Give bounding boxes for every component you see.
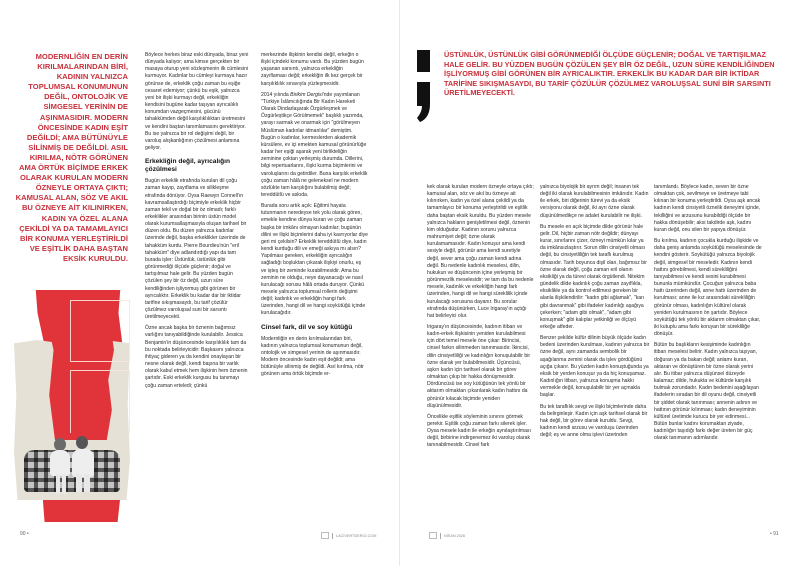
text: 'nde yayımlanan "Türkiye İslâmcılığında Bir Kadın Hareketi Olarak Dindarlaşarak Özgürleşmek ve Özgürleştikçe Görülmemek" başlıklı yazımda, yarayı sarmak ve onarmak için "görülmeyen Müslüman kadınlar idmanlılar" demiştim. Bugün o kadınlar, kermeslerden akademik kürsülere, ev içi emekten kamusal görünürlüğe kadar her eşiği aşarak yeni birlikteliğin zeminine çoktan yerleşmiş durumda. Dillerini, bilgi repertuarlarını, ilişki kurma biçimlerini ve varoluşlarını da getirdiler. Buna karşılık erkeklik çoğu zaman hâlâ ne geleneksel ne modern sözlükte tam karşılığını bulabilmiş değil; tereddütlü ve askıda. xyxy=(261,91,368,198)
man-head xyxy=(76,436,88,449)
couple-on-sofa-photo xyxy=(24,430,120,496)
paragraph: Bu mesele en açık biçimde dilde görünür hale gelir. Dil, hiçbir zaman nötr değildir; dünyayı kurar, sınırlarını çizer, özneyi mümkün kılar ya da imkânsızlaştırır. Sorun dilin cinsiyetli olması değil, bu cinsiyetliliğin tek taraflı kurulmuş olmasıdır. Tarih boyunca dişil olan, bağımsız bir özne olarak değil, çoğu zaman eril olanın eksikliği ya da türevi olarak örgütlendi. Nitekim gündelik dilde kadınlık çoğu zaman zayıflıkla, eksiklikle ya da kontrol edilmesi gereken bir alanla ilişkilendirilir: "kadın gibi ağlamak", "karı gibi davranmak" gibi ifadeler kadınlığı aşağıya çekerken; "adam gibi olmak", "adam gibi konuşmak" gibi kalıplar yetkinliği ve ölçüyü erkeğe atfeder. xyxy=(540,223,647,330)
paragraph: Özne ancak başka bir öznenin bağımsız varlığını tanıyabildiğinde kurulabilir. Jessica Benjamin'in düşüncesinde karşılıklılık tam da bu noktada belirleyicidir: Başkasını yalnızca ihtiyaç gideren ya da kendini onaylayan bir nesne olarak değil, kendi başına bir varlık olarak kabul etmek hem ilişkinin hem öznenin şartıdır. Eski erkeklik kurgusu bu tanımayı çoğu zaman erteledi; çünkü xyxy=(145,325,248,389)
paragraph xyxy=(261,92,368,199)
paragraph: Bu kırılma, kadının çocukla kurduğu ilişkide ve daha geniş anlamda soykütüğü meselesinde de kendini gösterir. Soykütüğü yalnızca biyolojik değil, simgesel bir meseledir. Kadının kendi hattını görebilmesi, kendi sürekliliğini tanıyabilmesi ve kendi sesini kurabilmesi bununla mümkündür. Çocuğun yalnızca baba hattı üzerinden değil, anne hattı üzerinden de kurulması; anne ile kız arasındaki sürekliliğin görünür olması, kadınlığın kültürel olarak yeniden kurulmasının ön şartıdır. Böylece soykütüğü tek yönlü bir aktarım olmaktan çıkar, iki kutuplu ama farkı koruyan bir sürekliliğe dönüşür. xyxy=(654,238,762,338)
paragraph: Bütün bu başlıkların kesişiminde kadınlığın itibarı meselesi belirir. Kadın yalnızca taşıyan, doğuran ya da bakan değil; anlamı kuran, aktaran ve dönüştüren bir özne olarak yerini alır. Bu itibar yalnızca düşünsel düzeyde kalamaz; dilde, hukukta ve kültürde karşılık bulmak zorundadır. Kadın bedenini aşağılayan ifadelerin sıradan bir dil oyunu değil, cinsiyetli bir şiddet olarak tanınması; annenin adının ve hattının görünür kılınması; kadın deneyiminin kültürel üretimde kurucu bir yer edinmesi... Bütün bunlar kadını korumaktan ziyade, kadınlığın taşıdığı farkı değer üreten bir güç olarak tanımanın adımlarıdır. xyxy=(654,342,759,442)
paragraph: Bugün erkeklik etrafında kurulan dil çoğu zaman kayıp, zayıflama ve silikleşme etrafında dönüyor. Oysa Raewyn Connell'ın kavramsallaştırdığı biçimiyle erkeklik hiçbir zaman tekil ve doğal bir öz olmadı; farklı erkeklikler arasından birinin üstün model olarak kurumsallaşmasıyla oluşan tarihsel bir düzen oldu. Bu düzen yalnızca kadınlar üzerinde değil, başka erkeklikler üzerinde de tahakküm kurdu. Pierre Bourdieu'nün "eril tahakküm" diye adlandırdığı yapı da tam burada işler: Üstünlük, üstünlük gibi görünmediği ölçüde güçlenir; doğal ve tartışılmaz hale gelir. Bu yüzden bugün çözülen şey bir öz değil, uzun süre kendiliğinden işliyormuş gibi görünen bir ayrıcalıktır. Erkeklik bu kadar dar bir iktidar tarifine sıkışmasaydı, bu tarif çözülür çözülmez varoluşsal suni bir sarsıntı üretilmeyecekti. xyxy=(145,178,247,321)
page-number-right: • 91 xyxy=(770,531,779,537)
paragraph: Modernliğin en derin kırılmalarından biri, kadının yalnızca toplumsal konumunun değil, ontolojik ve simgesel yerinin de aşınmasıdır. Modern öncesinde kadın eşit değildi; ama bütünüyle silinmiş de değildi. Asıl kırılma, nötr görünen ama örtük biçimde er- xyxy=(261,335,364,378)
woman-figure xyxy=(50,450,70,476)
article-column-3 xyxy=(427,184,534,454)
paragraph: kek olarak kurulan modern özneyle ortaya çıktı; kamusal alan, söz ve akıl bu özneye ait kılınırken, kadın ya özel alana çekildi ya da tamamlayıcı bir konuma yerleştirildi ve eşitlik daha baştan eksik kuruldu. Bu yüzden mesele yalnızca hakların genişletilmesi değil, öznenin kim olduğudur. Kadının sorunu yalnızca mahrumiyet değil; özne olarak kurulamamasıdır. Kadın konuşur ama kendi sesiyle değil, görünür ama kendi suretiyle değil, sever ama çoğu zaman kendi adına değil. Bu nedenle kadınlık meselesi, dilin, hukukun ve düşüncenin içine yerleşmiş bir görünmezlik meselesidir; ve tam da bu nedenle mesele, kadınlık ve erkekliğin hangi fark üzerinden, hangi dil ve hangi süreklilik içinde kurulacağı sorusuna dayanır. Bu sorular etrafında düşünürken, Luce Irigaray'ın açtığı hat belirleyici olur. xyxy=(427,184,534,319)
article-column-5 xyxy=(654,184,762,446)
publication-name: Birikim Dergisi xyxy=(290,91,323,98)
quote-semicolon-icon xyxy=(414,48,432,124)
article-column-2 xyxy=(261,52,368,383)
paragraph: Benzer şekilde küfür dilinin büyük ölçüde kadın bedeni üzerinden kurulması, kadının yalnızca bir özne değil, aynı zamanda sembolik bir aşağılanma zemini olarak da işlev gördüğünü açığa çıkarır. Bu yüzden kadın konuştuğunda ya eksik bir yerden konuşur ya da hiç konuşamaz. Kadınlığın itibarı, yalnızca konuşma hakkı vermekle değil, konuşulabilir bir yer açmakla başlar. xyxy=(540,335,650,399)
man-figure xyxy=(72,449,94,477)
magazine-logo-icon xyxy=(429,532,437,539)
divider xyxy=(440,533,441,539)
issue-date: NİSAN 2026 xyxy=(444,533,466,538)
divider xyxy=(332,533,333,539)
legs xyxy=(62,474,66,494)
paragraph: tanımlandı. Böylece kadın, seven bir özne olmaktan çok, sevilmeye ve üretmeye tabi kılınan bir konuma yerleştirildi. Oysa aşk ancak kadının kendi cinsiyetli öznelik deneyimi içinde, tekilliğini ve arzusunu kurabildiği ölçüde bir hakka dönüşebilir; aksi takdirde aşk, kadını kuran değil, onu silen bir yapıya dönüşür. xyxy=(654,184,761,233)
legs xyxy=(76,474,82,492)
text: 2014 yılında xyxy=(261,91,291,98)
photo-collage xyxy=(14,290,130,522)
paragraph: yalnızca biyolojik bir ayrım değil; insanın tek değil iki olarak kurulabilmesinin imkânıdır. Kadın ile erkek, biri diğerinin türevi ya da eksik versiyonu olarak değil, iki ayrı özne olarak düşünülmedikçe ne adalet kurulabilir ne ilişki. xyxy=(540,184,649,219)
section-heading: Erkekliğin değil, ayrıcalığın çözülmesi xyxy=(145,158,231,174)
paragraph: merkezinde ilişkinin kendisi değil, erkeğin o ilişki içindeki konumu vardı. Bu yüzden bugün yaşanan sarsıntı, yalnızca erkekliğin zayıflaması değil; erkekliğin ilk kez gerçek bir karşılıklılık sınavıyla yüzleşmesidir. xyxy=(261,52,364,87)
footer-issue xyxy=(429,532,465,539)
paragraph: Irigaray'ın düşüncesinde, kadının itibarı ve kadın-erkek ilişkisinin yeniden kurulabilmesi için dört temel mesele öne çıkar: Birincisi, cinsel farkın silinmeden tanınmasıdır. İkincisi, dilin cinsiyetliliği ve kadınlığın konuşulabilir bir özne olarak yer bulabilmesidir. Üçüncüsü, aşkın kadın için tarihsel olarak bir görev olmaktan çıkıp bir hakka dönüşmesidir. Dördüncüsü ise soy kütüğünün tek yönlü bir aktarım olmaktan çıkarılarak kadın hattını da görünür kılacak biçimde yeniden düşünülmesidir. xyxy=(427,323,531,409)
paragraph: Öncelikle eşitlik söyleminin sınırını görmek gerekir. Eşitlik çoğu zaman farkı silerek işler. Oysa mesele kadın ile erkeğin aynılaştırılması değil, birbirine indirgenemez iki varoluş olarak tanınabilmesidir. Cinsel fark xyxy=(427,413,531,449)
article-column-1 xyxy=(145,52,249,394)
magazine-logo-icon xyxy=(321,532,329,539)
article-column-4 xyxy=(540,184,650,443)
pull-quote-left: MODERNLİĞİN EN DERİN KIRILMALARINDAN BİRİ, KADININ YALNIZCA TOPLUMSAL KONUMUNUN DEĞİL, ONTOLOJİK VE SİMGESEL YERİNİN DE AŞINMASIDIR. MODERN ÖNCESİNDE KADIN EŞİT DEĞİLDİ; AMA BÜTÜNÜYLE SİLİNMİŞ DE DEĞİLDİ. ASIL KIRILMA, NÖTR GÖRÜNEN AMA ÖRTÜK BİÇİMDE ERKEK OLARAK KURULAN MODERN ÖZNEYLE ORTAYA ÇIKTI; KAMUSAL ALAN, SÖZ VE AKIL BU ÖZNEYE AİT KILINIRKEN, KADIN YA ÖZEL ALANA ÇEKİLDİ YA DA TAMAMLAYICI BİR KONUMA YERLEŞTİRİLDİ VE EŞİTLİK DAHA BAŞTAN EKSİK KURULDU. xyxy=(15,52,128,263)
footer-website xyxy=(321,532,376,539)
pull-quote-right: ÜSTÜNLÜK, ÜSTÜNLÜK GİBİ GÖRÜNMEDİĞİ ÖLÇÜDE GÜÇLENİR; DOĞAL VE TARTIŞILMAZ HALE GELİR. BU YÜZDEN BUGÜN ÇÖZÜLEN ŞEY BİR ÖZ DEĞİL, UZUN SÜRE KENDİLİĞİNDEN İŞLİYORMUŞ GİBİ GÖRÜNEN BİR AYRICALIKTIR. ERKEKLİK BU KADAR DAR BİR İKTİDAR TARİFİNE SIKIŞMASAYDI, BU TARİF ÇÖZÜLÜR ÇÖZÜLMEZ VAROLUŞSAL SUNİ BİR SARSINTI ÜRETİLMEYECEKTİ. xyxy=(444,50,775,98)
website-text: LACİVERTDERGİ.COM xyxy=(336,533,377,538)
right-page xyxy=(400,0,800,566)
legs xyxy=(56,474,60,494)
page-number-left: 90 • xyxy=(20,531,29,537)
decorative-frame-line xyxy=(70,370,130,433)
paragraph: Bu tek taraflılık sevgi ve ilişki biçimlerinde daha da belirginleşir. Kadın için aşk tarihsel olarak bir hak değil, bir görev olarak kuruldu. Sevgi, kadının kendi arzusu ve varoluşu üzerinden değil; eş ve anne olma işlevi üzerinden xyxy=(540,403,648,439)
legs xyxy=(84,474,90,492)
paragraph: Burada soru artık açık: Eğitimi hayata tutunmanın neredeyse tek yolu olarak gören, emekle kendine dünya kuran ve çoğu zaman başka bir imkânı olmayan kadınlar; bugünün dilini ve ilişki biçimlerini daha iyi kavrıyorlar diye geri mi çekilsin? Erkeklik tereddütlü diye, kadın kendi kurduğu dili ve emeği askıya mı alsın? Yapılması gereken, erkekliğin ayrıcalığın sağladığı boşluktan çıkarak ilişkiyi onurlu, eş ve işteş bir zeminde kurabilmesidir. Ama bu zeminin ne olduğu, neye dayanacağı ve nasıl kurulacağı sorusu hâlâ ortada duruyor. Çünkü mesele yalnızca toplumsal rollerin değişimi değil; kadınlık ve erkekliğin hangi fark üzerinden, hangi dil ve hangi soykütüğü içinde kurulacağıdır. xyxy=(261,203,369,317)
paragraph: Böylece herkes biraz eski dünyada, biraz yeni dünyada kalıyor; ama kimse gerçekten bir masaya oturup yeni sözleşmenin ilk cümlesini kurmuyor. Kadınlar bu cümleyi kurmaya hazır görünse de, erkeklik çoğu zaman bu eşiğe cesaret edemiyor; çünkü bu eşik, yalnızca yeni bir ilişki kurmayı değil, erkekliğin kendisini bugüne kadar taşıyan ayrıcalıklı konumdan vazgeçmesini, gücünü tahakkümden değil karşılıklılıktan üretmesini ve kendini baştan tanımlamasını gerektiriyor. Bu ise yalnızca bir rol değişimi değil, bir varoluş alışkanlığının çözülmesi anlamına geliyor. xyxy=(145,52,249,152)
decorative-frame-line xyxy=(70,300,130,362)
section-heading: Cinsel fark, dil ve soy kütüğü xyxy=(261,323,353,331)
